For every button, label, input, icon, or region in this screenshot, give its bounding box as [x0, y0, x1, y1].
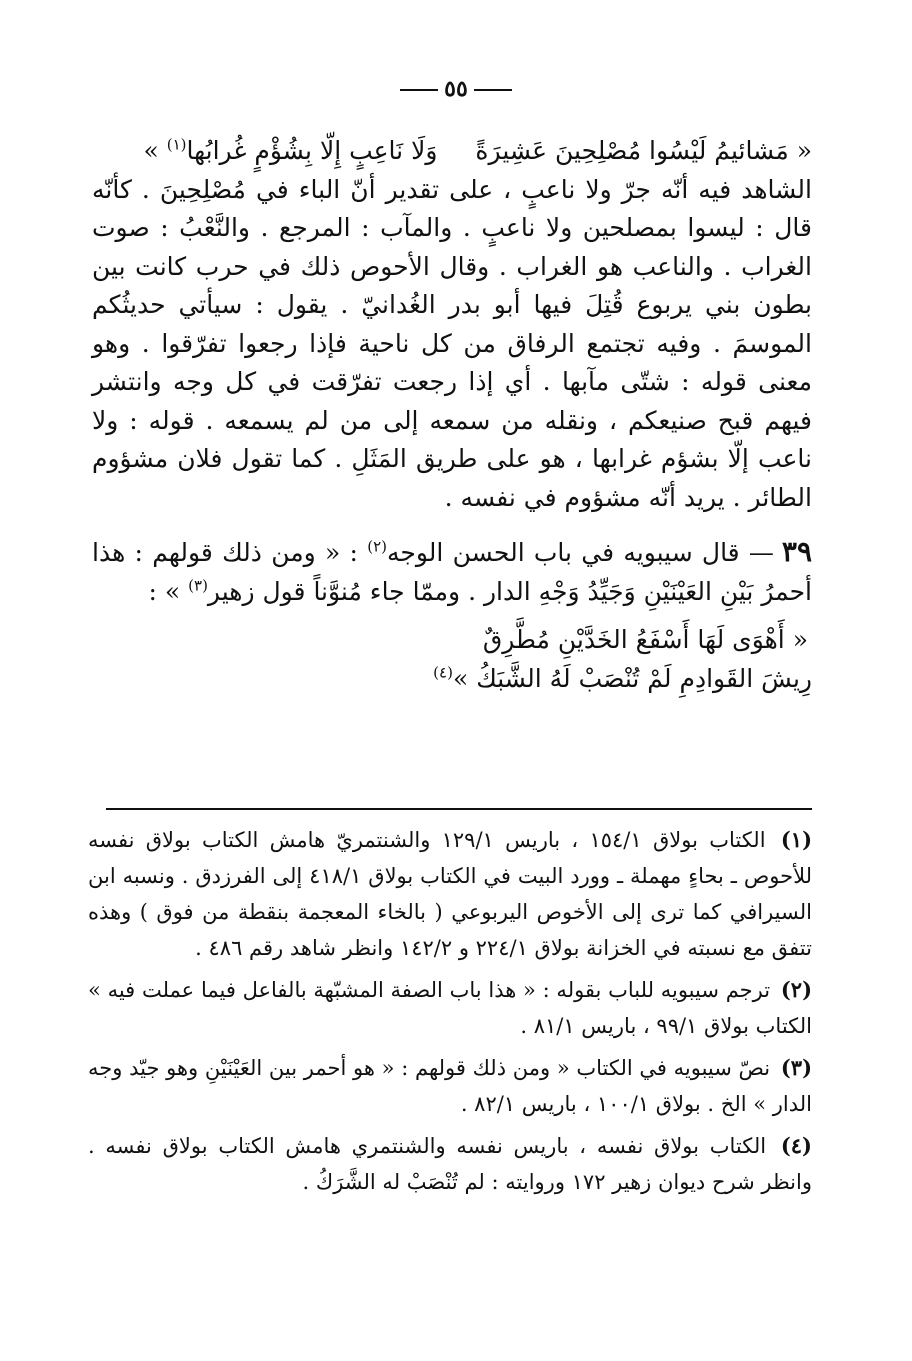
footnotes [88, 822, 812, 1206]
footnote-1 [88, 822, 812, 966]
footnote-3-number: (٣) [780, 1055, 812, 1080]
verse-2-second-hemistich: رِيشَ القَوادِمِ لَمْ تُنْصَبْ لَهُ الشَّبَكُ » [452, 663, 812, 693]
footnote-2-number: (٢) [780, 977, 812, 1002]
footnote-ref-4: (٤) [433, 663, 453, 682]
footnote-4 [88, 1128, 812, 1200]
footnote-separator [106, 808, 812, 810]
footnote-ref-2: (٢) [367, 537, 387, 556]
page-number-dash-right [474, 89, 512, 91]
footnote-3 [88, 1050, 812, 1122]
verse-1 [92, 132, 812, 171]
main-text [92, 132, 812, 698]
verse-1-close-quote: » [143, 136, 159, 165]
verse-2-first-hemistich: « أَهْوَى لَهَا أَسْفَعُ الخَدَّيْنِ مُطَّرِقٌ [482, 625, 808, 654]
entry-text-b: : « ومن ذلك قولهم : هذا أحمرُ بَيْنِ العَيْنَيْنِ وَجَيِّدُ وَجْهِ الدار . وممّا جاء مُنوَّناً قول زهير [92, 538, 812, 606]
footnote-ref-1: (١) [166, 135, 187, 154]
footnote-4-number: (٤) [780, 1133, 812, 1158]
verse-1-second-hemistich: وَلَا نَاعِبٍ إِلّا بِشُؤْمٍ غُرابُها [186, 136, 438, 165]
page-number-dash-left [400, 89, 438, 91]
footnote-1-text: الكتاب بولاق ١٥٤/١ ، باريس ١٢٩/١ والشنتمريّ هامش الكتاب بولاق نفسه للأحوص ـ بحاءٍ مهملة ـ وورد البيت في الكتاب بولاق ٤١٨/١ إلى الفرزدق . ونسبه ابن السيرافي كما ترى إلى الأخوص اليربوعي ( بالخاء المعجمة بنقطة من فوق ) وهذه تتفق مع نسبته في الخزانة بولاق ٢٢٤/١ و ١٤٢/٢ وانظر شاهد رقم ٤٨٦ . [88, 828, 812, 960]
entry-text-c: » : [148, 576, 181, 606]
footnote-1-number: (١) [780, 827, 812, 852]
footnote-ref-3: (٣) [188, 576, 208, 595]
entry-39 [92, 533, 812, 611]
page-number-text: ٥٥ [444, 76, 468, 102]
footnote-2-text: ترجم سيبويه للباب بقوله : « هذا باب الصفة المشبّهة بالفاعل فيما عملت فيه » الكتاب بولاق ٩٩/١ ، باريس ٨١/١ . [88, 978, 812, 1038]
footnote-3-text: نصّ سيبويه في الكتاب « ومن ذلك قولهم : « هو أحمر بين العَيْنَيْنِ وهو جيّد وجه الدار » الخ . بولاق ١٠٠/١ ، باريس ٨٢/١ . [88, 1056, 812, 1116]
verse-2-second-line [92, 660, 812, 699]
commentary-paragraph: الشاهد فيه أنّه جرّ ولا ناعبٍ ، على تقدير أنّ الباء في مُصْلِحِينَ . كأنّه قال : ليسوا بمصلحين ولا ناعبٍ . والمآب : المرجع . والنَّعْبُ : صوت الغراب . والناعب هو الغراب . وقال الأحوص ذلك في حرب كانت بين بطون بني يربوع قُتِلَ فيها أبو بدر الغُدانيّ . يقول : سيأتي حديثُكم الموسمَ . وفيه تجتمع الرفاق من كل ناحية فإذا رجعوا تفرّقوا . وهو معنى قوله : شتّى مآبها . أي إذا رجعت تفرّقت في كل وجه وانتشر فيهم قبح صنيعكم ، ونقله من سمعه إلى من لم يسمعه . قوله : ولا ناعب إلّا بشؤم غرابها ، هو على طريق المَثَلِ . كما تقول فلان مشؤوم الطائر . يريد أنّه مشؤوم في نفسه . [92, 174, 812, 512]
entry-text-a: — قال سيبويه في باب الحسن الوجه [387, 538, 774, 567]
page-number [0, 76, 912, 102]
footnote-4-text: الكتاب بولاق نفسه ، باريس نفسه والشنتمري هامش الكتاب بولاق نفسه . وانظر شرح ديوان زهير ١٧٢ وروايته : لم تُنْصَبْ له الشَّرَكُ . [88, 1134, 812, 1194]
verse-1-first-hemistich: « مَشائيمُ لَيْسُوا مُصْلِحِينَ عَشِيرَةً [475, 136, 812, 165]
footnote-2 [88, 972, 812, 1044]
verse-2 [92, 621, 812, 698]
entry-number: ٣٩ [781, 535, 812, 568]
